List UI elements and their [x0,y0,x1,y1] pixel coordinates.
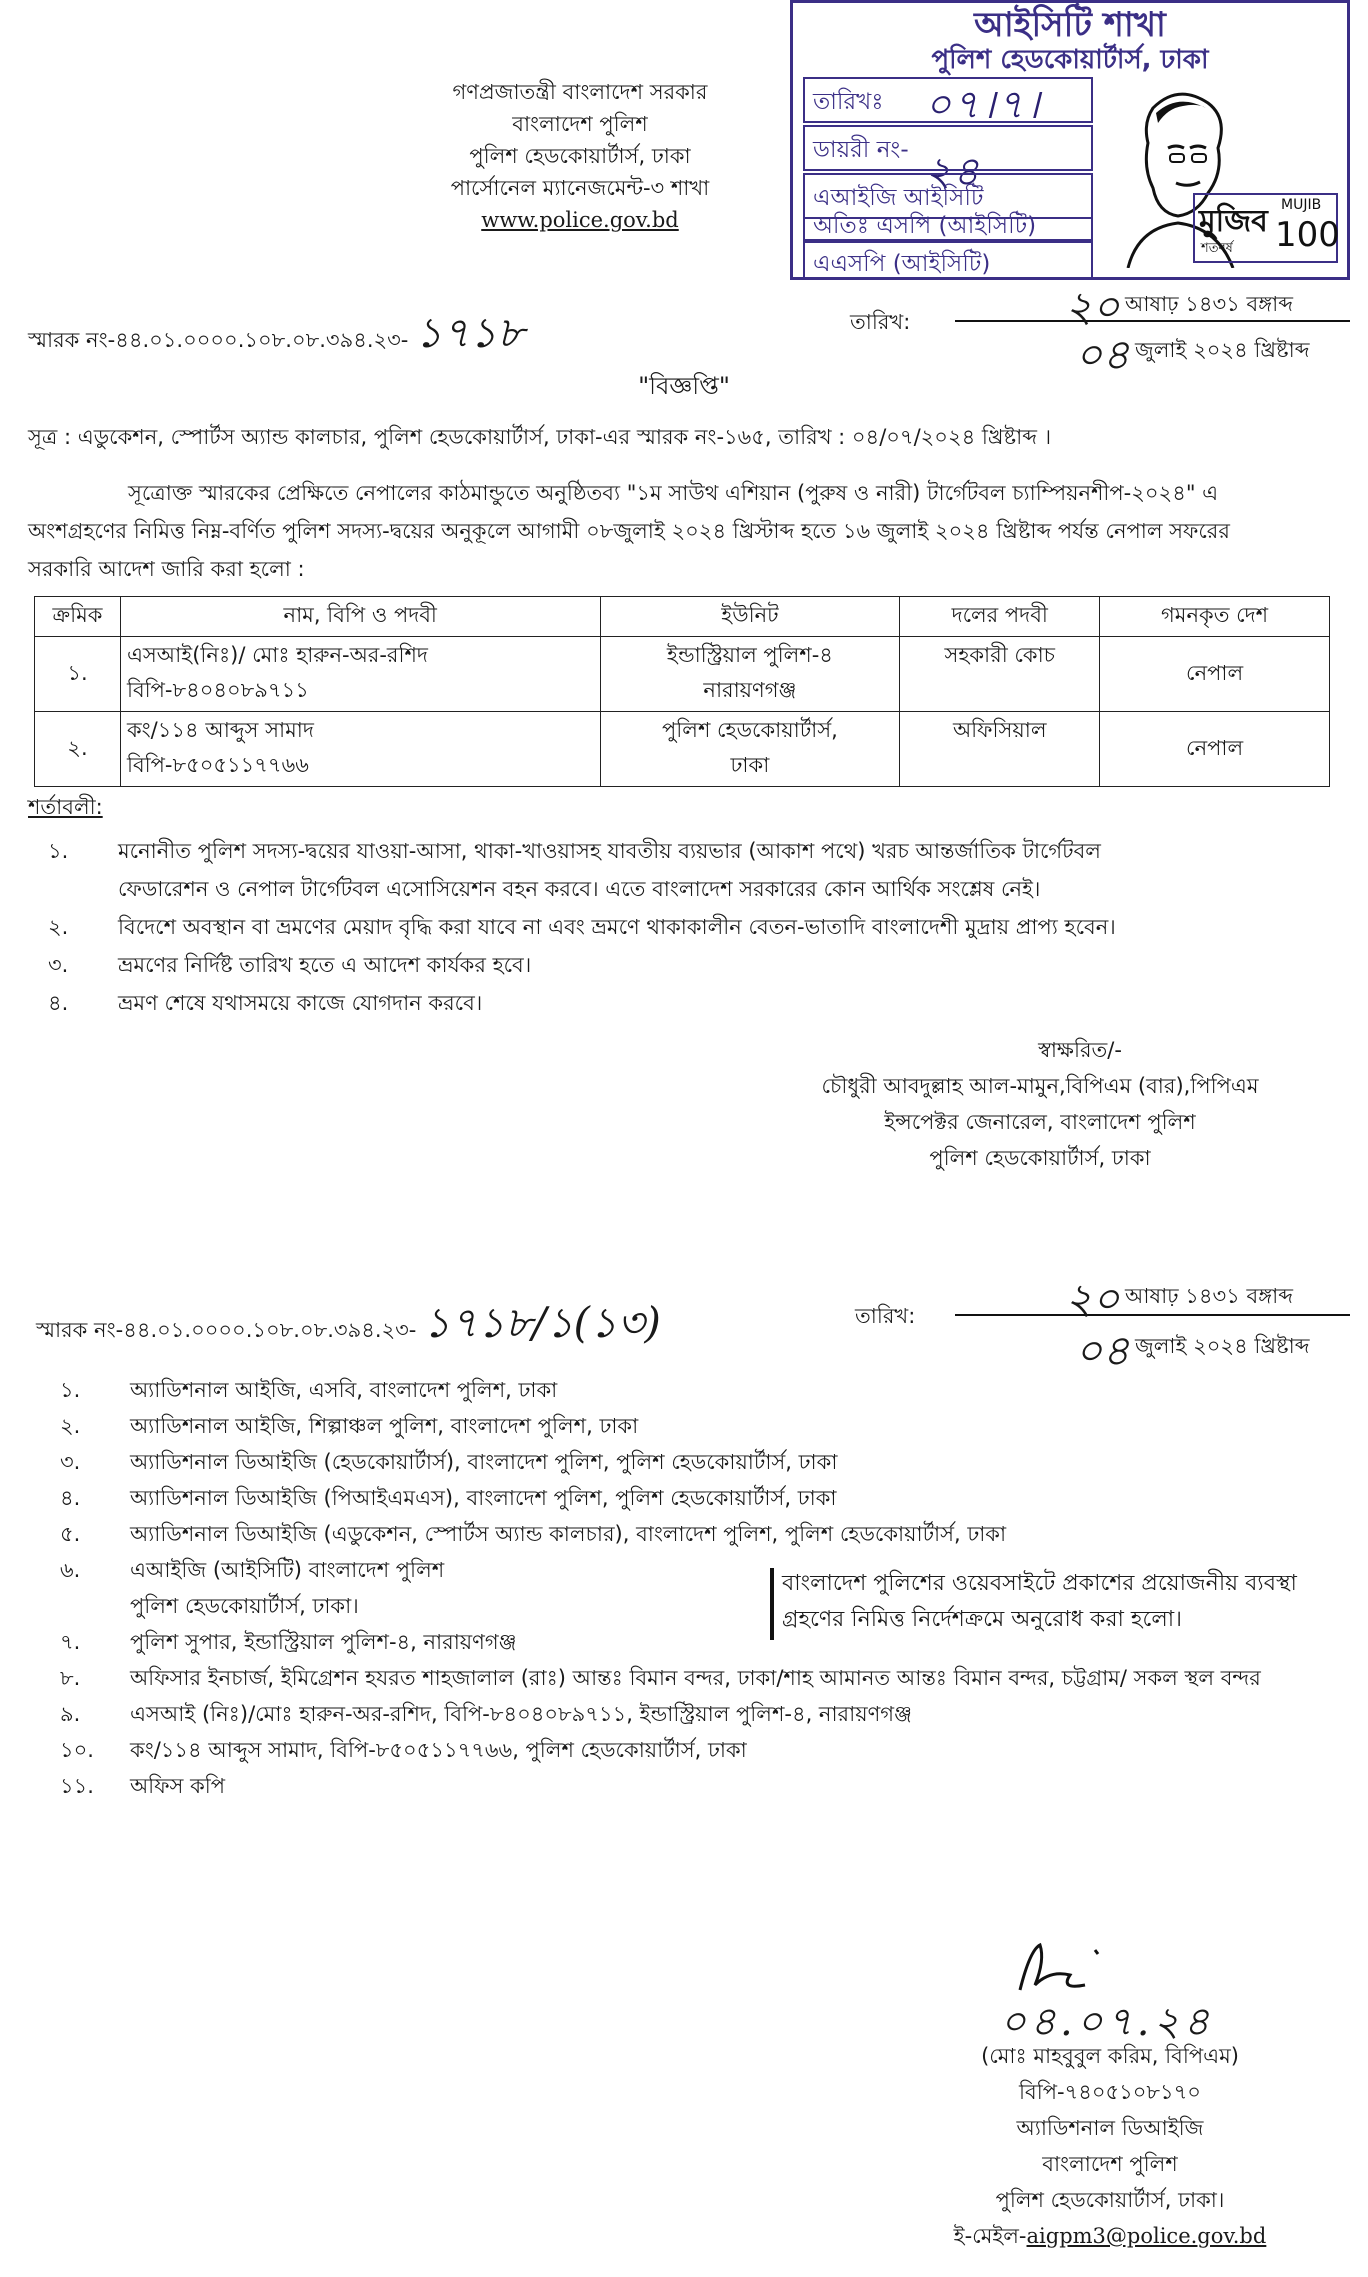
signatory-office: পুলিশ হেডকোয়ার্টার্স, ঢাকা [929,1146,1151,1170]
condition-number: ২. [48,915,69,939]
row-unit-location: ঢাকা [730,753,770,777]
signed-note: স্বাক্ষরিত/- [1038,1038,1122,1062]
signatory-office: পুলিশ হেডকোয়ার্টার্স, ঢাকা। [995,2188,1225,2212]
email-link[interactable]: aigpm3@police.gov.bd [1026,2224,1267,2248]
table-row [35,712,1330,787]
table-header-row [35,597,1330,637]
signatory-bp: বিপি-৭৪০৫১০৮১৭০ [1019,2080,1201,2104]
stamp-diary-label: ডায়রী নং- [813,137,909,163]
source-line: সূত্র : এডুকেশন, স্পোর্টস অ্যান্ড কালচার, পুলিশ হেডকোয়ার্টার্স, ঢাকা-এর স্মারক নং-১৬৫, তারিখ : ০৪/০৭/২০২৪ খ্রিষ্টাব্দ । [28,425,1052,449]
stamp-date-label: তারিখঃ [813,89,884,115]
bracket-divider [770,1568,774,1640]
condition-item [48,946,1348,984]
stamp-date-handwritten: ০৭।৭।২৪ [925,82,1042,195]
table-header: ক্রমিক [35,597,121,637]
memo-handwritten-number: ১৭১৮ [415,308,525,357]
row-name: এসআই(নিঃ)/ মোঃ হারুন-অর-রশিদ [126,643,428,667]
memo-number-1 [28,300,524,371]
memo1-bn-rest: আষাঢ় ১৪৩১ বঙ্গাব্দ [1125,292,1293,316]
ict-branch-stamp [790,0,1350,280]
list-number: ৩. [60,1450,81,1474]
body-line: সরকারি আদেশ জারি করা হলো : [28,557,305,581]
list-text: অ্যাডিশনাল আইজি, শিল্পাঞ্চল পুলিশ, বাংলাদেশ পুলিশ, ঢাকা [130,1414,639,1438]
signatory-title: ইন্সপেক্টর জেনারেল, বাংলাদেশ পুলিশ [884,1110,1196,1134]
row-name-cell [120,712,600,787]
list-item [60,1480,1350,1516]
stamp-subtitle: পুলিশ হেডকোয়ার্টার্স, ঢাকা [931,45,1209,75]
memo-handwritten-number: ১৭১৮/১(১৩) [423,1298,661,1347]
stamp-diary-row [803,125,1093,171]
list-number: ২. [60,1414,81,1438]
table-row [35,637,1330,712]
list-number: ৬. [60,1558,81,1582]
condition-number: ৩. [48,953,69,977]
list-text-2: পুলিশ হেডকোয়ার্টার্স, ঢাকা। [130,1594,359,1618]
stamp-aig-row: এআইজি আইসিটি [803,173,1093,219]
signature-block-2 [880,2038,1340,2254]
condition-number: ১. [48,839,69,863]
signatory-org: বাংলাদেশ পুলিশ [1042,2152,1178,2176]
body-line: সূত্রোক্ত স্মারকের প্রেক্ষিতে নেপালের কাঠমান্ডুতে অনুষ্ঠিতব্য "১ম সাউথ এশিয়ান (পুরুষ ও নারী) টার্গেটবল চ্যাম্পিয়নশীপ-২০২৪" এ [128,481,1219,505]
row-name-cell [120,637,600,712]
conditions-list [48,832,1348,1022]
signatory-name: চৌধুরী আবদুল্লাহ আল-মামুন,বিপিএম (বার),পিপিএম [821,1074,1259,1098]
memo1-en-rest: জুলাই ২০২৪ খ্রিষ্টাব্দ [1135,338,1310,362]
conditions-title: শর্তাবলী: [28,795,103,819]
badge-bengali: মুজিব [1199,204,1268,239]
signatory-title: অ্যাডিশনাল ডিআইজি [1016,2116,1204,2140]
list-number: ১. [60,1378,81,1402]
memo-label: স্মারক নং-৪৪.০১.০০০০.১০৮.০৮.৩৯৪.২৩- [28,328,409,352]
row-unit: পুলিশ হেডকোয়ার্টার্স, [662,718,838,742]
table-header: নাম, বিপি ও পদবী [120,597,600,637]
memo1-en-day: ০৪ [1075,330,1130,379]
list-item [60,1444,1350,1480]
condition-number: ৪. [48,991,69,1015]
personnel-table [34,596,1330,787]
condition-line: ভ্রমণের নির্দিষ্ট তারিখ হতে এ আদেশ কার্যকর হবে। [118,953,532,977]
list-text: অফিসার ইনচার্জ, ইমিগ্রেশন হযরত শাহজালাল (রাঃ) আন্তঃ বিমান বন্দর, ঢাকা/শাহ আমানত আন্তঃ বিমান বন্দর, চট্টগ্রাম/ সকল স্থল বন্দর [130,1666,1261,1690]
memo-label: স্মারক নং-৪৪.০১.০০০০.১০৮.০৮.৩৯৪.২৩- [36,1318,417,1342]
memo1-date-block [955,280,1350,379]
memo1-date-label: তারিখ: [850,310,911,334]
signature-date-handwritten: ০৪.০৭.২৪ [1000,1999,1214,2045]
signature-block-1 [760,1032,1320,1176]
list-number: ৪. [60,1486,81,1510]
list-item [60,1408,1350,1444]
mujib-100-badge [1193,193,1338,263]
hq-line: পুলিশ হেডকোয়ার্টার্স, ঢাকা [469,144,691,168]
branch-line: পার্সোনেল ম্যানেজমেন্ট-৩ শাখা [450,176,710,200]
row-serial: ২. [35,712,121,787]
notice-title: "বিজ্ঞপ্তি" [638,372,730,400]
list-number: ৮. [60,1666,81,1690]
row-role: অফিসিয়াল [900,712,1100,787]
signatory-name: (মোঃ মাহবুবুল করিম, বিপিএম) [981,2044,1239,2068]
row-bp: বিপি-৮৪০৪০৮৯৭১১ [126,678,309,702]
list-text: কং/১১৪ আব্দুস সামাদ, বিপি-৮৫০৫১১৭৭৬৬, পুলিশ হেডকোয়ার্টার্স, ঢাকা [130,1738,747,1762]
badge-small-text: শতবর্ষ [1201,241,1233,256]
condition-line: মনোনীত পুলিশ সদস্য-দ্বয়ের যাওয়া-আসা, থাকা-খাওয়াসহ যাবতীয় ব্যয়ভার (আকাশ পথে) খরচ আন্তর্জাতিক টার্গেটবল [118,839,1101,863]
website-note-line: বাংলাদেশ পুলিশের ওয়েবসাইটে প্রকাশের প্রয়োজনীয় ব্যবস্থা [782,1571,1297,1596]
memo2-date-label: তারিখ: [855,1304,916,1328]
badge-number: 100 [1275,215,1340,255]
list-text: অফিস কপি [130,1774,226,1798]
list-item [60,1516,1350,1552]
table-header: গমনকৃত দেশ [1100,597,1330,637]
list-text: এসআই (নিঃ)/মোঃ হারুন-অর-রশিদ, বিপি-৮৪০৪০৮৯৭১১, ইন্ডাস্ট্রিয়াল পুলিশ-৪, নারায়ণগঞ্জ [130,1702,912,1726]
list-number: ৯. [60,1702,81,1726]
row-country: নেপাল [1100,637,1330,712]
row-role: সহকারী কোচ [900,637,1100,712]
stamp-asp-row: এএসপি (আইসিটি) [803,239,1093,279]
list-item [60,1660,1350,1696]
condition-item [48,908,1348,946]
row-unit: ইন্ডাস্ট্রিয়াল পুলিশ-৪ [666,643,833,667]
list-text: এআইজি (আইসিটি) বাংলাদেশ পুলিশ [130,1558,445,1582]
website-note-line: গ্রহণের নিমিত্ত নির্দেশক্রমে অনুরোধ করা হলো। [782,1607,1182,1632]
condition-item [48,984,1348,1022]
badge-english: MUJIB [1281,197,1322,213]
list-item [60,1732,1350,1768]
body-paragraph [28,474,1368,588]
police-line: বাংলাদেশ পুলিশ [512,112,648,136]
list-text: অ্যাডিশনাল ডিআইজি (পিআইএমএস), বাংলাদেশ পুলিশ, পুলিশ হেডকোয়ার্টার্স, ঢাকা [130,1486,837,1510]
memo-number-2 [36,1290,661,1361]
row-unit-location: নারায়ণগঞ্জ [703,678,797,702]
condition-line: ভ্রমণ শেষে যথাসময়ে কাজে যোগদান করবে। [118,991,483,1015]
website-link[interactable]: www.police.gov.bd [481,208,679,232]
signatory-email-line [880,2218,1340,2254]
memo2-en-rest: জুলাই ২০২৪ খ্রিষ্টাব্দ [1135,1334,1310,1358]
row-unit-cell [600,712,900,787]
row-unit-cell [600,637,900,712]
list-number: ৫. [60,1522,81,1546]
condition-line: বিদেশে অবস্থান বা ভ্রমণের মেয়াদ বৃদ্ধি করা যাবে না এবং ভ্রমণে থাকাকালীন বেতন-ভাতাদি বাংলাদেশী মুদ্রায় প্রাপ্য হবেন। [118,915,1116,939]
letterhead [430,76,730,236]
memo1-bn-day: ২০ [1065,282,1120,331]
list-text: অ্যাডিশনাল ডিআইজি (হেডকোয়ার্টার্স), বাংলাদেশ পুলিশ, পুলিশ হেডকোয়ার্টার্স, ঢাকা [130,1450,838,1474]
stamp-addl-sp-row: অতিঃ এসপি (আইসিটি) [803,203,1093,243]
list-number: ১১. [60,1774,94,1798]
row-bp: বিপি-৮৫০৫১১৭৭৬৬ [126,753,309,777]
memo2-bn-rest: আষাঢ় ১৪৩১ বঙ্গাব্দ [1125,1284,1293,1308]
table-header: ইউনিট [600,597,900,637]
condition-line: ফেডারেশন ও নেপাল টার্গেটবল এসোসিয়েশন বহন করবে। এতে বাংলাদেশ সরকারের কোন আর্থিক সংশ্লেষ নেই। [118,877,1041,901]
list-text: অ্যাডিশনাল ডিআইজি (এডুকেশন, স্পোর্টস অ্যান্ড কালচার), বাংলাদেশ পুলিশ, পুলিশ হেডকোয়ার্টার্স, ঢাকা [130,1522,1007,1546]
email-label: ই-মেইল- [953,2224,1027,2248]
list-item [60,1696,1350,1732]
memo2-date-block [955,1270,1350,1375]
row-serial: ১. [35,637,121,712]
list-number: ১০. [60,1738,94,1762]
govt-line: গণপ্রজাতন্ত্রী বাংলাদেশ সরকার [452,80,708,104]
memo2-bn-day: ২০ [1065,1274,1120,1323]
stamp-title: আইসিটি শাখা [974,5,1166,45]
website-note [782,1566,1297,1638]
list-text: অ্যাডিশনাল আইজি, এসবি, বাংলাদেশ পুলিশ, ঢাকা [130,1378,558,1402]
list-item [60,1372,1350,1408]
body-line: অংশগ্রহণের নিমিত্ত নিম্ন-বর্ণিত পুলিশ সদস্য-দ্বয়ের অনুকূলে আগামী ০৮জুলাই ২০২৪ খ্রিস্টাব্দ হতে ১৬ জুলাই ২০২৪ খ্রিষ্টাব্দ পর্যন্ত নেপাল সফরের [28,519,1230,543]
condition-item [48,832,1348,908]
table-header: দলের পদবী [900,597,1100,637]
memo2-en-day: ০৪ [1075,1326,1130,1375]
list-number: ৭. [60,1630,81,1654]
list-text: পুলিশ সুপার, ইন্ডাস্ট্রিয়াল পুলিশ-৪, নারায়ণগঞ্জ [130,1630,517,1654]
list-item [60,1768,1350,1804]
row-country: নেপাল [1100,712,1330,787]
row-name: কং/১১৪ আব্দুস সামাদ [126,718,314,742]
